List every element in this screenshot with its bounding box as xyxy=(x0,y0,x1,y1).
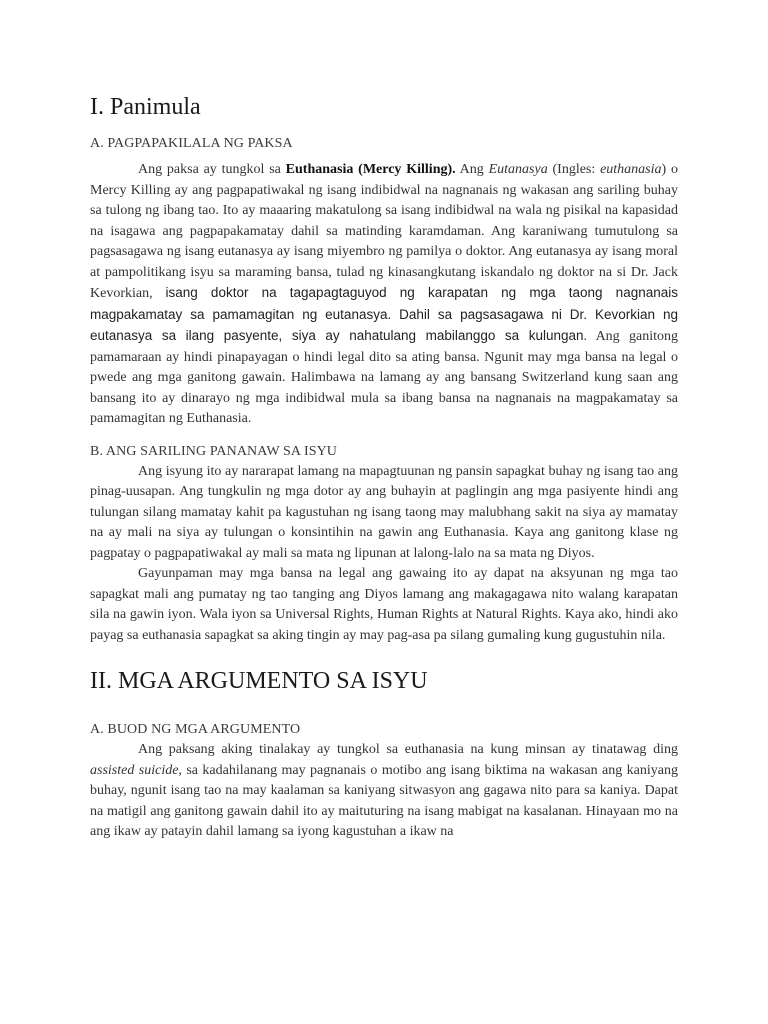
section-heading-panimula: I. Panimula xyxy=(90,94,201,120)
paragraph-buod xyxy=(90,740,678,843)
text-run: Ang paksang aking tinalakay ay tungkol sa euthanasia na kung minsan ay tinatawag ding xyxy=(138,742,678,757)
sans-text-run-kevorkian: isang doktor na tagapagtaguyod ng karapatan ng mga taong nagnanais magpakamatay sa pamamagitan ng eutanasya. Dahil sa pagsasagawa ni Dr. Kevorkian ng eutanasya sa ilang pasyente, siya ay nahatulang mabilanggo sa kulungan xyxy=(90,285,678,343)
bold-term-euthanasia: Euthanasia (Mercy Killing). xyxy=(285,162,456,177)
text-run: sa kadahilanang may pagnanais o motibo ang isang biktima na wakasan ang kaniyang buhay, ngunit isang tao na may kaalaman sa kaniyang sitwasyon ang gagawa nito para sa kaniya. Dapat na matigil ang ganitong gawain dahil ito ay maituturing na isang mabigat na kasalanan. Hinayaan mo na ang ikaw ay patayin dahil lamang sa iyong kagustuhan a ikaw na xyxy=(90,762,678,839)
section-heading-argumento: II. MGA ARGUMENTO SA ISYU xyxy=(90,668,428,694)
text-run: Ang paksa ay tungkol sa xyxy=(138,162,286,177)
document-page xyxy=(90,92,678,843)
italic-term-eutanasya: Eutanasya xyxy=(488,162,548,177)
text-run: Ang xyxy=(455,162,489,177)
subheading-sariling-pananaw: B. ANG SARILING PANANAW SA ISYU xyxy=(90,443,338,459)
subheading-pagpapakilala: A. PAGPAPAKILALA NG PAKSA xyxy=(90,136,293,151)
subheading-buod: A. BUOD NG MGA ARGUMENTO xyxy=(90,722,301,737)
text-run: ) o Mercy Killing ay ang pagpapatiwakal ng isang indibidwal na nagnanais ng wakasan ang sariling buhay sa tulong ng ibang tao. Ito ay maaaring makatulong sa isang indibidwal na wala ng pisikal na kapasidad na isagawa ang pagpapakamatay dahil sa matinding karamdaman. Ang karaniwang tumutulong sa pagsasagawa ng isang eutanasya ay isang miyembro ng pamilya o doktor. Ang eutanasya ay isang moral at pampolitikang isyu sa maraming bansa, tulad ng kinasangkutang iskandalo ng doktor na si Dr. Jack Kevorkian, xyxy=(90,162,678,301)
paragraph-pananaw-1: Ang isyung ito ay nararapat lamang na mapagtuunan ng pansin sapagkat buhay ng isang tao ang pinag-uusapan. Ang tungkulin ng mga dotor ay ang buhayin at paglingin ang mga pasiyente hindi ang tulungan silang mamatay kahit pa kagustuhan ng isang taong may malubhang sakit na siya ay mamatay na ay mali na siya ay tulungan o konsintihin na gawin ang Euthanasia. Kaya ang ganitong klase ng pagpatay o pagpapatiwakal ay mali sa mata ng lipunan at lalong-lalo na sa mata ng Diyos. xyxy=(90,463,678,561)
italic-term-euthanasia: euthanasia xyxy=(600,162,662,177)
text-run: . Ang ganitong pamamaraan ay hindi pinapayagan o hindi legal dito sa ating bansa. Ngunit may mga bansa na legal o pwede ang mga ganitong gawain. Halimbawa na lamang ay ang bansang Switzerland kung saan ang bansang ito ay dinarayo ng mga indibidwal mula sa ibang bansa na nagnanais na magpakamatay sa pamamagitan ng Euthanasia. xyxy=(90,329,678,426)
text-run: (Ingles: xyxy=(547,162,601,177)
italic-term-assisted-suicide: assisted suicide, xyxy=(90,762,182,778)
paragraph-pananaw-2: Gayunpaman may mga bansa na legal ang gawaing ito ay dapat na aksyunan ng mga tao sapagkat mali ang pumatay ng tao tanging ang Diyos lamang ang makagagawa nito walang karapatan sila na gawin iyon. Wala iyon sa Universal Rights, Human Rights at Natural Rights. Kaya ako, hindi ako payag sa euthanasia sapagkat sa aking tingin ay may pag-asa pa silang gumaling kung gugustuhin nila. xyxy=(90,566,678,643)
paragraph-pagpapakilala xyxy=(90,160,678,430)
